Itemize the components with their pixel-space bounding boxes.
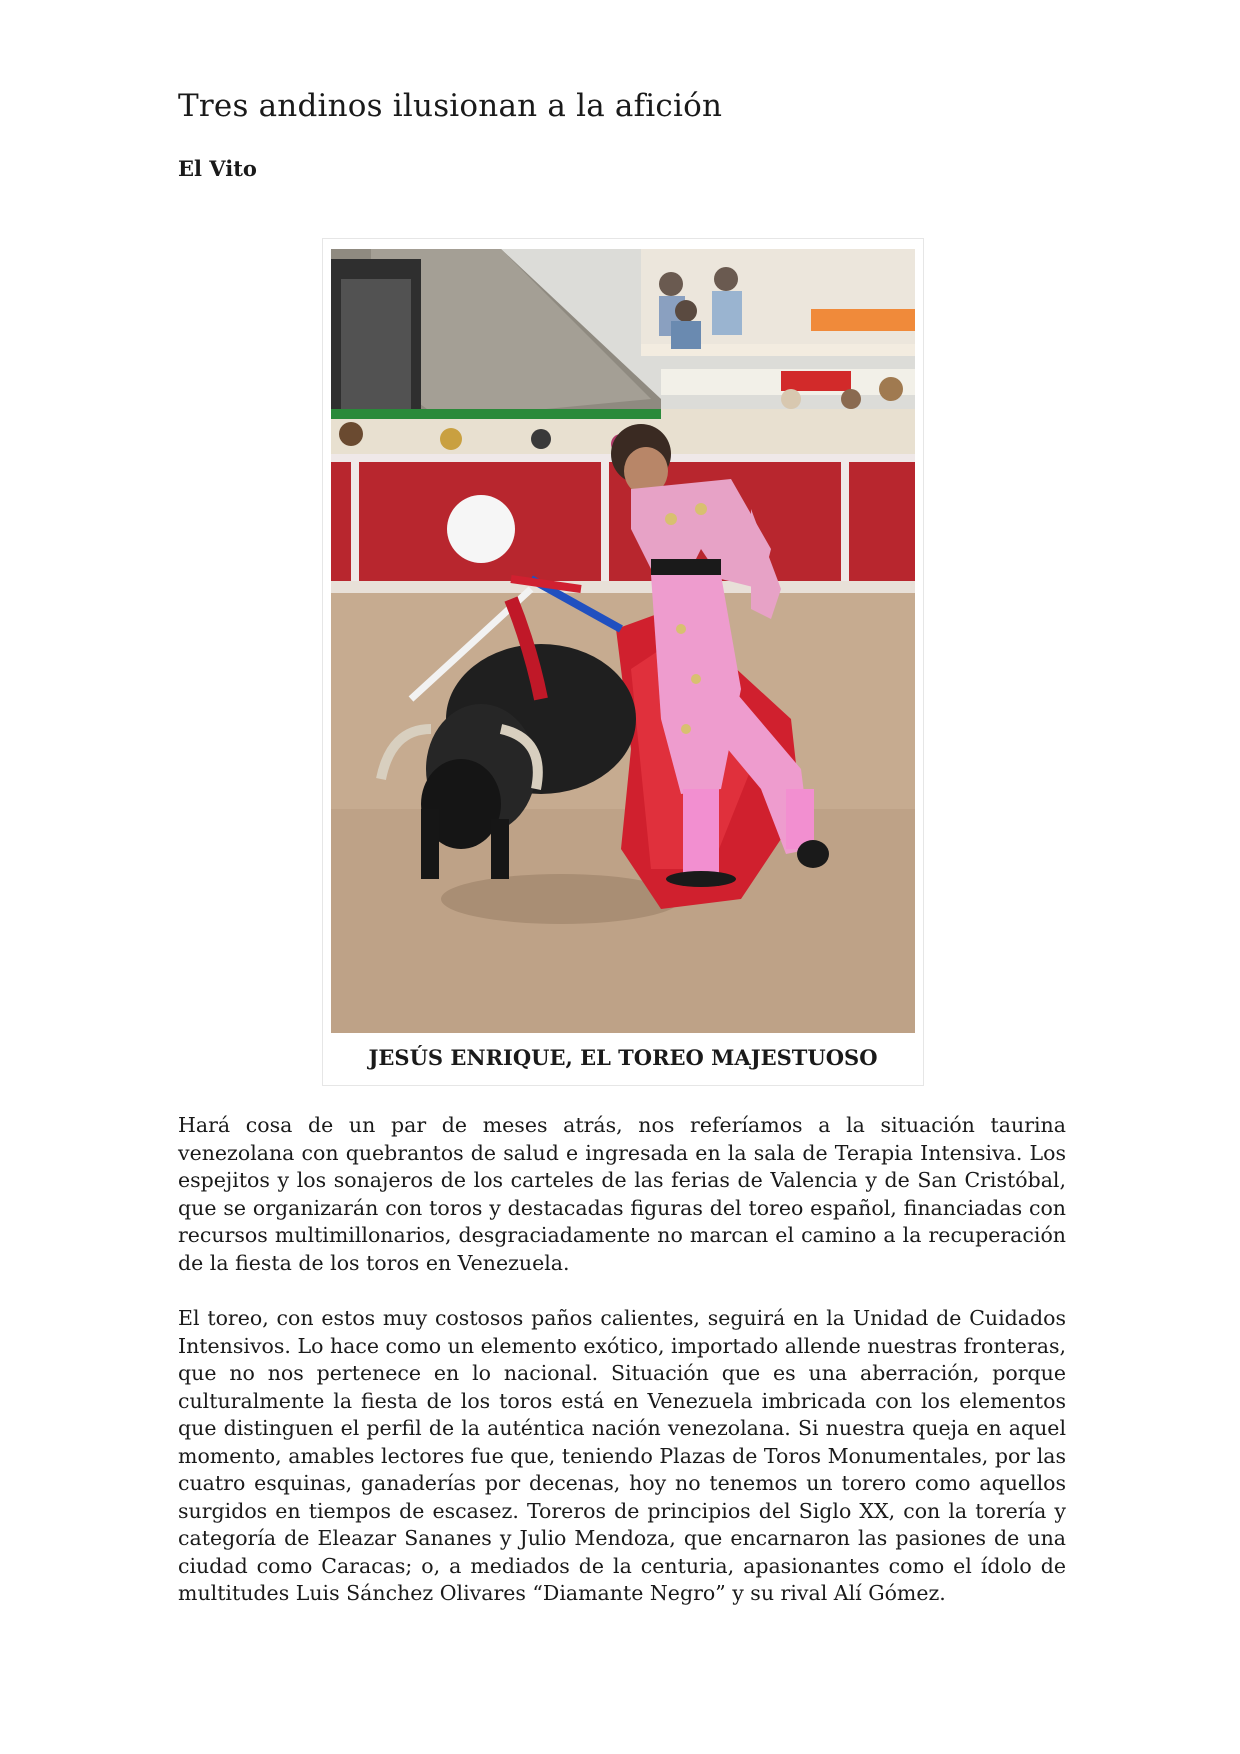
paragraph-1: Hará cosa de un par de meses atrás, nos referíamos a la situación taurina venezolana con quebrantos de salud e ingresada en la sala de Terapia Intensiva. Los espejitos y los sonajeros de los carteles de las ferias de Valencia y de San Cristóbal, que se organizarán con toros y destacadas figuras del toreo español, financiadas con recursos multimillonarios, desgraciadamente no marcan el camino a la recuperación de la fiesta de los toros en Venezuela. — [178, 1113, 1066, 1275]
article-byline: El Vito — [178, 156, 257, 181]
paragraph-2: El toreo, con estos muy costosos paños calientes, seguirá en la Unidad de Cuidados Intensivos. Lo hace como un elemento exótico, importado allende nuestras fronteras, que no nos pertenece en lo nacional. Situación que es una aberración, porque culturalmente la fiesta de los toros está en Venezuela imbricada con los elementos que distinguen el perfil de la auténtica nación venezolana. Si nuestra queja en aquel momento, amables lectores fue que, teniendo Plazas de Toros Monumentales, por las cuatro esquinas, ganaderías por decenas, hoy no tenemos un torero como aquellos surgidos en tiempos de escasez. Toreros de principios del Siglo XX, con la torería y categoría de Eleazar Sananes y Julio Mendoza, que encarnaron las pasiones de una ciudad como Caracas; o, a mediados de la centuria, apasionantes como el ídolo de multitudes Luis Sánchez Olivares “Diamante Negro” y su rival Alí Gómez. — [178, 1306, 1066, 1605]
bullfight-photo — [331, 249, 915, 1033]
photo-caption: JESÚS ENRIQUE, EL TOREO MAJESTUOSO — [368, 1045, 878, 1070]
photo-figure — [322, 238, 924, 1086]
article-title: Tres andinos ilusionan a la afición — [178, 88, 723, 124]
